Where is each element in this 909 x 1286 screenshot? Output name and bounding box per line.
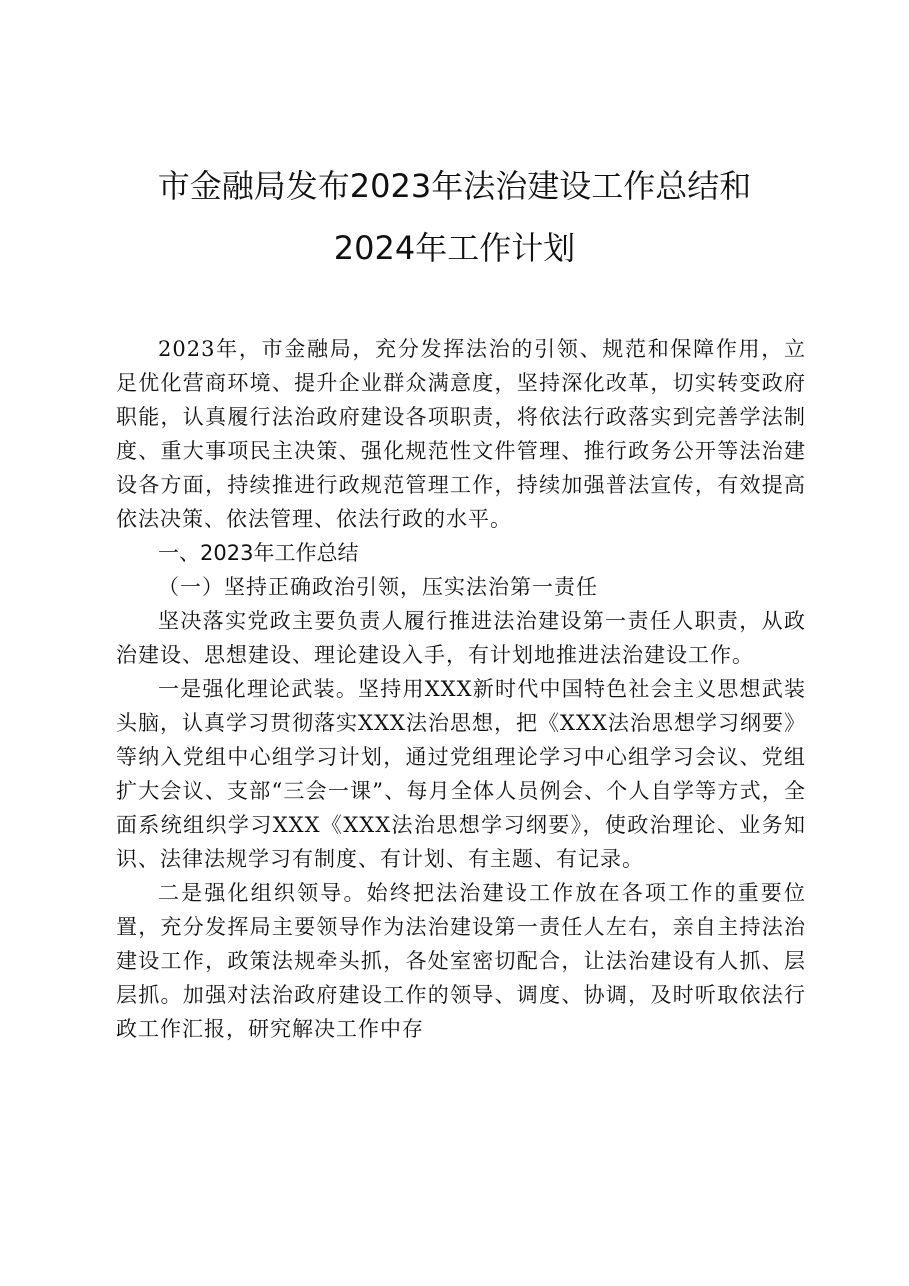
section-heading: 一、2023年工作总结 — [158, 541, 359, 565]
subsection-heading: （一）坚持正确政治引领，压实法治第一责任 — [158, 575, 598, 599]
intro-paragraph: 2023年，市金融局，充分发挥法治的引领、规范和保障作用，立足优化营商环境、提升企业群众满意度，坚持深化改革，切实转变政府职能，认真履行法治政府建设各项职责，将依法行政落实到完善学法制度、重大事项民主决策、强化规范性文件管理、推行政务公开等法治建设各方面，持续推进行政规范管理工作，持续加强普法宣传，有效提高依法决策、依法管理、依法行政的水平。 — [116, 337, 806, 531]
document-title-line-1: 市金融局发布2023年法治建设工作总结和 — [157, 167, 752, 205]
document-body — [116, 332, 806, 1046]
body-paragraph: 二是强化组织领导。始终把法治建设工作放在各项工作的重要位置，充分发挥局主要领导作为法治建设第一责任人左右，亲自主持法治建设工作，政策法规牵头抓，各处室密切配合，让法治建设有人抓、层层抓。加强对法治政府建设工作的领导、调度、协调，及时听取依法行政工作汇报，研究解决工作中存 — [116, 881, 806, 1041]
body-paragraph: 一是强化理论武装。坚持用XXX新时代中国特色社会主义思想武装头脑，认真学习贯彻落实XXX法治思想，把《XXX法治思想学习纲要》等纳入党组中心组学习计划，通过党组理论学习中心组学习会议、党组扩大会议、支部“三会一课”、每月全体人员例会、个人自学等方式，全面系统组织学习XXX《XXX法治思想学习纲要》，使政治理论、业务知识、法律法规学习有制度、有计划、有主题、有记录。 — [116, 677, 806, 871]
document-title-line-2: 2024年工作计划 — [333, 229, 576, 267]
body-paragraph: 坚决落实党政主要负责人履行推进法治建设第一责任人职责，从政治建设、思想建设、理论建设入手，有计划地推进法治建设工作。 — [116, 609, 806, 667]
